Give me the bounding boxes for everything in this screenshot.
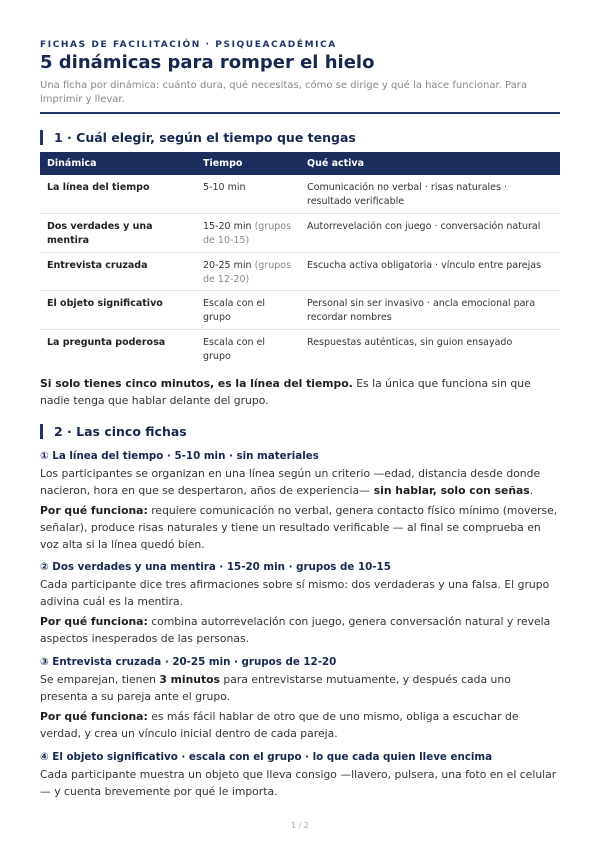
why-text: es más fácil hablar de otro que de uno mismo, obliga a escuchar de verdad, y crea un vínculo inicial dentro de cada pareja. (40, 710, 519, 740)
page-subtitle: Una ficha por dinámica: cuánto dura, qué necesitas, cómo se dirige y qué la hace funcionar. Para imprimir y llevar. (40, 80, 527, 105)
cell-name: Dos verdades y una mentira (40, 214, 196, 253)
time-value: 5-10 min (203, 182, 246, 193)
page-title: 5 dinámicas para romper el hielo (40, 52, 375, 73)
card-description: Cada participante muestra un objeto que lleva consigo —llavero, pulsera, una foto en el celular— y cuenta brevemente por qué le importa. (40, 768, 557, 798)
card-description (40, 465, 560, 499)
cell-time (196, 252, 300, 291)
comparison-table (40, 152, 560, 368)
time-value: Escala con el grupo (203, 298, 266, 323)
table-row (40, 175, 560, 214)
section-1-note (40, 375, 560, 409)
table-row (40, 329, 560, 368)
why-text: requiere comunicación no verbal, genera contacto físico mínimo (moverse, señalar), produce risas naturales y tiene un resultado verificable — al final se comprueba en voz alta si la línea quedó bien. (40, 504, 558, 551)
card-heading: ① La línea del tiempo · 5-10 min · sin materiales (40, 450, 319, 462)
cell-activates: Autorrevelación con juego · conversación natural (300, 214, 560, 253)
desc-text: Se emparejan, tienen (40, 673, 160, 686)
card-why (40, 502, 560, 553)
desc-bold: sin hablar, solo con señas (369, 484, 530, 497)
time-note: (grupos de 10-15) (203, 221, 292, 246)
why-text: combina autorrevelación con juego, genera conversación natural y revela aspectos inesperados de las personas. (40, 615, 551, 645)
column-header: Dinámica (40, 152, 196, 175)
cell-name: La pregunta poderosa (47, 336, 166, 348)
card-description: Cada participante dice tres afirmaciones sobre sí mismo: dos verdaderas y una falsa. El grupo adivina cuál es la mentira. (40, 578, 550, 608)
card-why (40, 708, 560, 742)
card-description (40, 671, 560, 705)
card-heading: ③ Entrevista cruzada · 20-25 min · grupos de 12-20 (40, 656, 337, 668)
note-bold: Si solo tienes cinco minutos, es la línea del tiempo. (40, 377, 353, 390)
time-value: 15-20 min (203, 221, 252, 232)
cell-name: La línea del tiempo (40, 175, 196, 214)
cell-time (196, 175, 300, 214)
section-1-heading: 1 · Cuál elegir, según el tiempo que tengas (40, 130, 356, 145)
desc-text: Los participantes se organizan en una línea según un criterio —edad, distancia desde donde nacieron, hora en que se despertaron, años de experiencia— (40, 467, 541, 497)
section-2-heading: 2 · Las cinco fichas (40, 424, 187, 439)
table-row (40, 214, 560, 253)
note-text: Es la única que funciona sin que nadie tenga que hablar delante del grupo. (40, 377, 531, 407)
cell-time (196, 291, 300, 330)
why-label: Por qué funciona: (40, 504, 148, 517)
cell-time (196, 214, 300, 253)
kicker: FICHAS DE FACILITACIÓN · PSIQUEACADÉMICA (40, 40, 337, 50)
card-heading: ④ El objeto significativo · escala con el grupo · lo que cada quien lleve encima (40, 751, 493, 763)
cell-time (196, 329, 300, 368)
why-label: Por qué funciona: (40, 615, 148, 628)
time-note: (grupos de 12-20) (203, 259, 292, 285)
table-row (40, 291, 560, 330)
why-label: Por qué funciona: (40, 710, 148, 723)
cell-activates: Escucha activa obligatoria · vínculo entre parejas (300, 252, 560, 291)
time-value: 20-25 min (203, 259, 252, 271)
card-heading: ② Dos verdades y una mentira · 15-20 min · grupos de 10-15 (40, 561, 391, 573)
column-header: Qué activa (300, 152, 560, 175)
table-header-row (40, 152, 560, 175)
cell-name: Entrevista cruzada (40, 252, 196, 291)
table-row (40, 252, 560, 291)
desc-end: . (529, 484, 534, 497)
time-value: Escala con el grupo (203, 336, 266, 362)
card-why (40, 613, 560, 647)
header-rule (40, 112, 560, 114)
cell-activates: Comunicación no verbal · risas naturales · resultado verificable (300, 175, 560, 214)
cell-activates: Respuestas auténticas, sin guion ensayado (307, 336, 513, 348)
desc-bold: 3 minutos (159, 673, 220, 686)
cell-name: El objeto significativo (40, 291, 196, 330)
cell-activates: Personal sin ser invasivo · ancla emocional para recordar nombres (300, 291, 560, 330)
page-number: 1 / 2 (291, 821, 309, 830)
column-header: Tiempo (196, 152, 300, 175)
desc-text: para entrevistarse mutuamente, y después cada uno presenta a su pareja ante el grupo. (40, 673, 511, 703)
